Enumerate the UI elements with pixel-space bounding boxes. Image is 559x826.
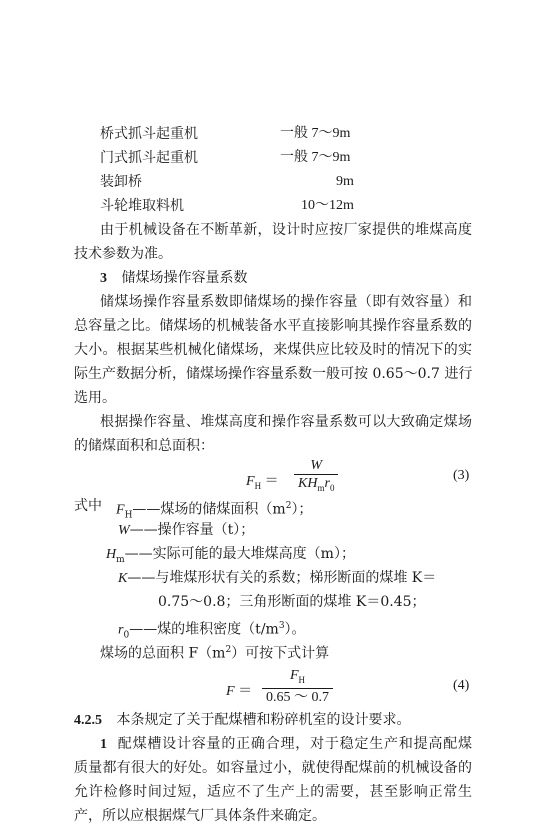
para5-line3: 允许检修时间过短，适应不了生产上的需要，甚至影响正常生 <box>74 784 472 800</box>
equipment-value-2: 一般 7～9m <box>280 150 351 165</box>
eq4-denominator: 0.65 ～ 0.7 <box>266 689 329 705</box>
equipment-value-4: 10～12m <box>301 198 354 213</box>
eq3-lhs: $F_H$ ＝ <box>246 474 279 491</box>
para3-line2: 的储煤面积和总面积： <box>74 438 214 454</box>
equipment-name-3: 装卸桥 <box>100 174 142 190</box>
eq3-number: (3) <box>453 468 470 483</box>
equipment-value-1: 一般 7～9m <box>280 126 351 141</box>
equipment-name-2: 门式抓斗起重机 <box>100 150 198 166</box>
eq3-numerator: W <box>310 458 323 473</box>
para4: 煤场的总面积 $F(m^2)$可按下式计算 <box>100 645 330 662</box>
where-item-FH: $F_H——$煤场的储煤面积$(m^2)$； <box>116 501 313 521</box>
para2-line2: 总容量之比。储煤场的机械装备水平直接影响其操作容量系数的 <box>74 318 472 334</box>
equipment-value-3: 9m <box>336 174 354 189</box>
clause-4-2-5 <box>74 710 410 731</box>
para1-line2: 技术参数为准。 <box>74 246 172 262</box>
para3-line1: 根据操作容量、堆煤高度和操作容量系数可以大致确定煤场 <box>100 414 472 430</box>
para2-line4: 际生产数据分析，储煤场操作容量系数一般可按 0.65～0.7 进行 <box>74 366 473 382</box>
section-heading <box>100 268 247 289</box>
eq3-fraction <box>294 458 338 497</box>
eq4-fraction <box>262 668 333 707</box>
eq4-numerator: $F_H$ <box>289 668 306 685</box>
where-item-K-cont: 0.75～0.8；三角形断面的煤堆 K＝0.45； <box>158 594 426 610</box>
equipment-name-4: 斗轮堆取料机 <box>100 198 184 214</box>
eq3-denominator: $KH_mr_0$ <box>298 476 335 493</box>
where-item-Hm: $H_m——$实际可能的最大堆煤高度（m）； <box>106 546 355 565</box>
para2-line3: 大小。根据某些机械化储煤场，来煤供应比较及时的情况下的实 <box>74 342 472 358</box>
where-item-K: K——与堆煤形状有关的系数；梯形断面的煤堆 K＝ <box>118 570 437 586</box>
where-item-r0: $r_0——$煤的堆积密度$(t/m^3)$。 <box>118 621 306 641</box>
section-number: 3 <box>100 271 107 286</box>
para2-line5: 选用。 <box>74 390 116 406</box>
clause-number: 4.2.5 <box>74 713 102 728</box>
section-title: 储煤场操作容量系数 <box>121 270 248 286</box>
para5-line2: 质量都有很大的好处。如容量过小，就使得配煤前的机械设备的 <box>74 760 472 776</box>
where-item-W: W——操作容量（t）； <box>118 522 255 538</box>
clause-text: 本条规定了关于配煤槽和粉碎机室的设计要求。 <box>116 712 411 728</box>
para5-line4: 产，所以应根据煤气厂具体条件来确定。 <box>74 808 326 824</box>
para2-line1: 储煤场操作容量系数即储煤场的操作容量（即有效容量）和 <box>100 294 472 310</box>
eq4-lhs: F ＝ <box>226 684 253 699</box>
where-label: 式中 <box>74 498 102 514</box>
eq4-number: (4) <box>453 678 470 693</box>
para1-line1: 由于机械设备在不断革新，设计时应按厂家提供的堆煤高度 <box>100 222 472 238</box>
para5-line1: 1 配煤槽设计容量的正确合理，对于稳定生产和提高配煤 <box>100 736 472 752</box>
equipment-name-1: 桥式抓斗起重机 <box>100 126 198 142</box>
